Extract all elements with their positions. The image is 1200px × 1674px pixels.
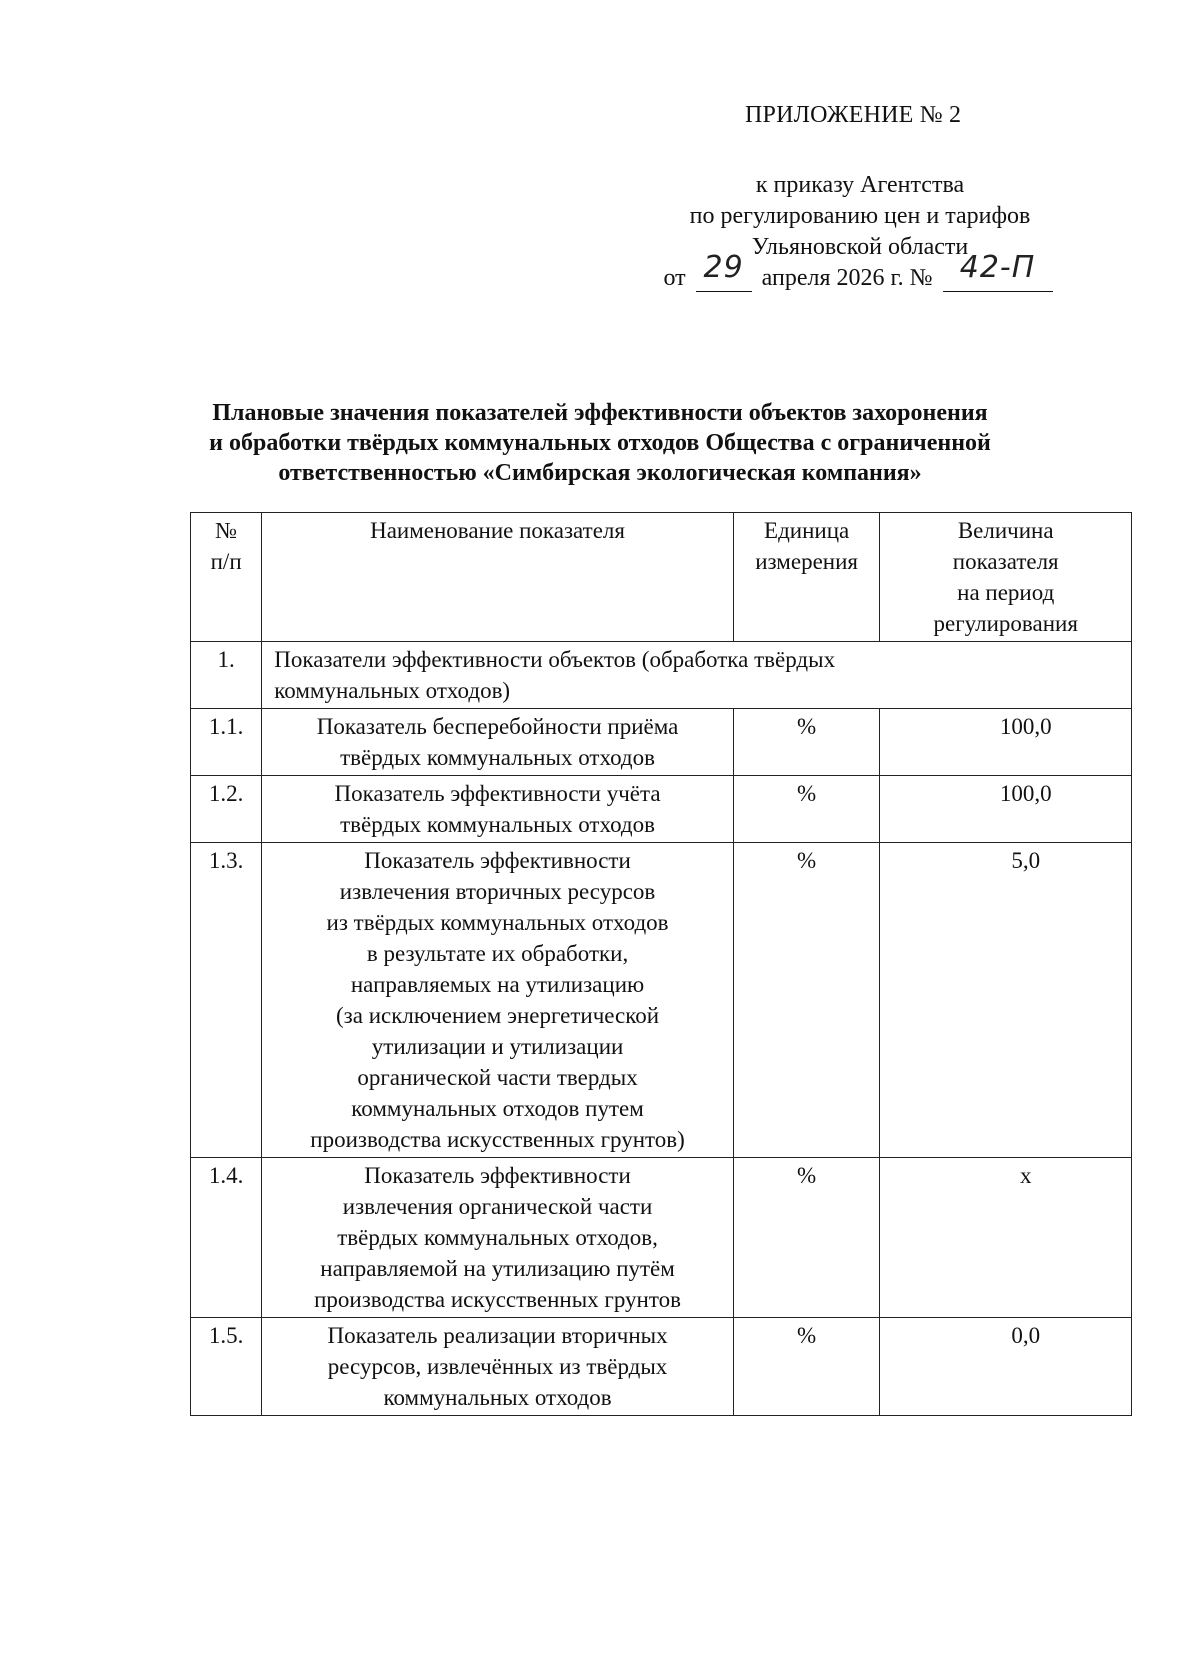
row-unit: % bbox=[733, 1158, 880, 1318]
appendix-reference bbox=[640, 170, 1080, 294]
header-indicator-name: Наименование показателя bbox=[262, 513, 734, 642]
table-row bbox=[191, 1158, 1132, 1318]
row-unit: % bbox=[733, 843, 880, 1158]
table-row bbox=[191, 843, 1132, 1158]
order-number-field bbox=[943, 250, 1053, 292]
row-value: 100,0 bbox=[999, 714, 1052, 739]
table-row bbox=[191, 709, 1132, 776]
header-value: Величина показателя на период регулирования bbox=[880, 513, 1132, 642]
row-number: 1.1. bbox=[191, 709, 262, 776]
row-indicator-name: Показатель эффективности извлечения вторичных ресурсов из твёрдых коммунальных отходов в результате их обработки, направляемых на утилизацию (за исключением энергетической утилизации и утилизации органической части твердых коммунальных отходов путем производства искусственных грунтов) bbox=[262, 843, 734, 1158]
row-number: 1.3. bbox=[191, 843, 262, 1158]
table-row bbox=[191, 776, 1132, 843]
section-name: Показатели эффективности объектов (обработка твёрдых коммунальных отходов) bbox=[262, 642, 1132, 709]
row-value: 100,0 bbox=[999, 781, 1052, 806]
row-unit: % bbox=[733, 776, 880, 843]
section-number: 1. bbox=[191, 642, 262, 709]
row-unit: % bbox=[733, 1318, 880, 1416]
table-row bbox=[191, 1318, 1132, 1416]
section-row bbox=[191, 642, 1132, 709]
row-value-cell bbox=[880, 1318, 1132, 1416]
title-line: и обработки твёрдых коммунальных отходов Общества с ограниченной bbox=[209, 430, 991, 456]
appendix-title: ПРИЛОЖЕНИЕ № 2 bbox=[745, 102, 962, 128]
row-value-cell bbox=[880, 776, 1132, 843]
indicators-table bbox=[190, 512, 1132, 1416]
row-indicator-name: Показатель бесперебойности приёма твёрдых коммунальных отходов bbox=[262, 709, 734, 776]
header-number: № п/п bbox=[191, 513, 262, 642]
row-number: 1.5. bbox=[191, 1318, 262, 1416]
appendix-line: Ульяновской области bbox=[751, 234, 969, 260]
row-unit: % bbox=[733, 709, 880, 776]
date-day-field bbox=[696, 250, 752, 292]
order-date-line bbox=[640, 250, 1080, 294]
row-value-cell bbox=[880, 1158, 1132, 1318]
title-line: ответственностью «Симбирская экологическая компания» bbox=[278, 460, 922, 486]
appendix-line: к приказу Агентства bbox=[755, 172, 965, 198]
row-indicator-name: Показатель реализации вторичных ресурсов, извлечённых из твёрдых коммунальных отходов bbox=[262, 1318, 734, 1416]
appendix-line: по регулированию цен и тарифов bbox=[689, 203, 1031, 229]
title-line: Плановые значения показателей эффективности объектов захоронения bbox=[212, 400, 988, 426]
row-value-cell bbox=[880, 843, 1132, 1158]
document-title bbox=[120, 398, 1080, 488]
date-month-year: апреля 2026 г. № bbox=[761, 265, 933, 291]
date-prefix: от bbox=[663, 265, 686, 291]
handwritten-day: 29 bbox=[703, 250, 744, 285]
row-value: 0,0 bbox=[1011, 1323, 1041, 1348]
table-header-row bbox=[191, 513, 1132, 642]
row-number: 1.2. bbox=[191, 776, 262, 843]
row-indicator-name: Показатель эффективности учёта твёрдых коммунальных отходов bbox=[262, 776, 734, 843]
handwritten-order-number: 42-П bbox=[959, 250, 1036, 285]
header-unit: Единица измерения bbox=[733, 513, 880, 642]
row-indicator-name: Показатель эффективности извлечения органической части твёрдых коммунальных отходов, направляемой на утилизацию путём производства искусственных грунтов bbox=[262, 1158, 734, 1318]
row-value: x bbox=[1019, 1163, 1032, 1188]
row-value-cell bbox=[880, 709, 1132, 776]
row-value: 5,0 bbox=[1011, 848, 1041, 873]
row-number: 1.4. bbox=[191, 1158, 262, 1318]
